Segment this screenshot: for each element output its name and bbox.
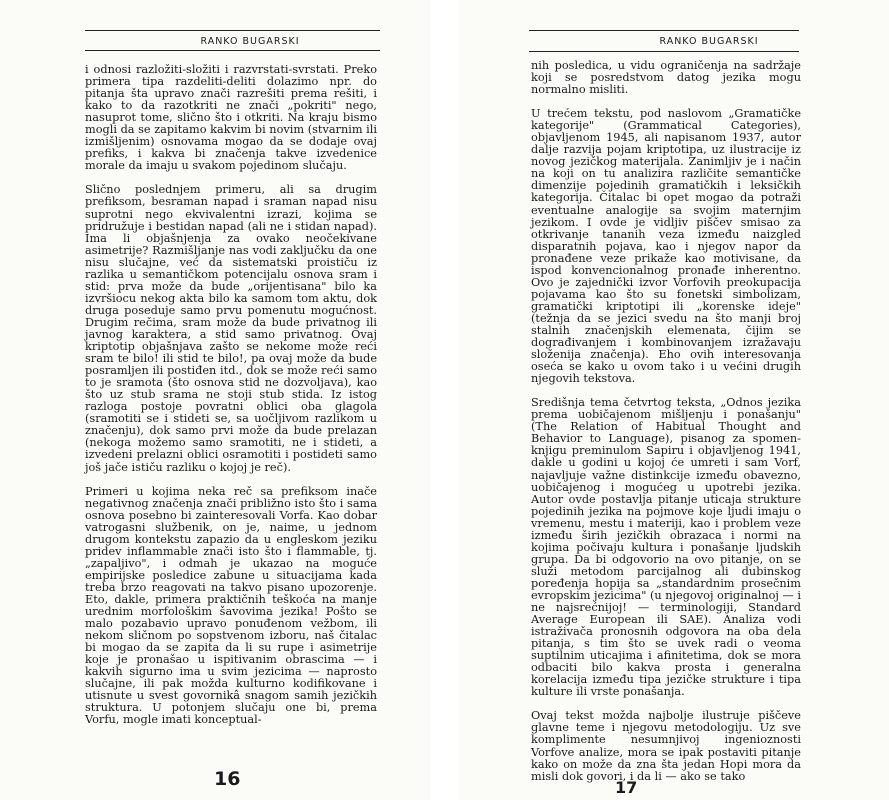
paragraph: U trećem tekstu, pod naslovom „Gramatičke kategorije" (Grammatical Categories), objavljenom 1945, ali napisanom 1937, autor dalje razvija pojam kriptotipa, uz ilustracije iz novog jezičkog materijala. Zanimljiv je i način na koji on tu analizira različite semantičke dimenzije pojedinih gramatičkih i leksičkih kategorija. Čitalac bi opet mogao da potraži eventualne analogije sa svojim maternjim jezikom. I ovde je vidljiv piščev smisao za otkrivanje tananih veza između naizgled disparatnih pojava, kao i njegov napor da pronađene veze prikaže kao motivisane, da ispod konvencionalnog pronađe inherentno. Ovo je zajednički izvor Vorfovih preokupacija pojavama kao što su fonetski simbolizam, gramatički kriptotipi ili „korenske ideje" (težnja da se jezici svedu na što manji broj stalnih značenjskih elemenata, čijim se dograđivanjem i kombinovanjem izražavaju složenija značenja). Eho ovih interesovanja oseća se kako u ovom tako i u većini drugih njegovih tekstova. [531, 107, 801, 386]
right-page [459, 0, 889, 800]
text-column [531, 60, 801, 783]
paragraph: Ovaj tekst možda najbolje ilustruje piščeve glavne teme i njegovu metodologiju. Uz sve komplimente nesumnjivoj ingenioznosti Vorfove analize, mora se ipak postaviti pitanje kako on može da zna šta jedan Hopi mora da misli dok govori, i da li — ako se tako [531, 709, 801, 783]
paragraph: nih posledica, u vidu ograničenja na sadržaje koji se posredstvom datog jezika mogu normalno misliti. [531, 59, 801, 97]
paragraph: i odnosi razložiti-složiti i razvrstati-svrstati. Preko primera tipa razdeliti-deliti dolazimo npr. do pitanja šta upravo znači razrešiti prema rešiti, i kako to da razotkriti ne znači „pokriti" nego, nasuprot tome, slično što i otkriti. Na kraju bismo mogli da se zapitamo kakvim bi novim (stvarnim ili izmišljenim) osnovama mogao da se dodaje ovaj prefiks, i kakva bi značenja takve izvedenice morale da imaju u svakom pojedinom slučaju. [85, 63, 377, 173]
header-rule-bottom [529, 51, 799, 52]
header-rule-top [529, 30, 799, 31]
page-number: 17 [615, 778, 638, 797]
text-column [85, 64, 377, 726]
running-header: RANKO BUGARSKI [200, 36, 300, 47]
paragraph: Primeri u kojima neka reč sa prefiksom inače negativnog značenja znači približno isto što i sama osnova posebno bi zainteresovali Vorfa. Kao dobar vatrogasni službenik, on je, naime, u jednom drugom kontekstu zapazio da u engleskom jeziku pridev inflammable znači isto što i flammable, tj. „zapaljivo", i odmah je ukazao na moguće empirijske posledice zabune u situacijama kada treba brzo reagovati na takvo pisano upozorenje. Eto, dakle, primera praktičnih teškoća na manje urednim morfološkim šavovima jezika! Pošto se malo pozabavio upravo ponuđenom vežbom, ili nekom sličnom po sopstvenom izboru, naš čitalac bi mogao da se zapita da li su rupe i asimetrije koje je pronašao u ispitivanim obrascima — i kakvih sigurno ima u svim jezicima — naprosto slučajne, ili pak možda kulturno kodifikovane i utisnute u svest govornikâ snagom samih jezičkih struktura. U potonjem slučaju one bi, prema Vorfu, mogle imati konceptual- [85, 484, 377, 727]
header-rule-top [85, 30, 380, 31]
page-number: 16 [214, 768, 241, 790]
paragraph: Slično poslednjem primeru, ali sa drugim prefiksom, besraman napad i sraman napad nisu suprotni nego ekvivalentni izrazi, kojima se pridružuje i bestidan napad (ali ne i stidan napad). Ima li objašnjenja za ovako neočekivane asimetrije? Razmišljanje nas vodi zaključku da one nisu slučajne, već da sistematski proističu iz razlika u semantičkom potencijalu osnova sram i stid: prva može da bude „orijentisana" bilo ka izvršiocu nekog akta bilo ka samom tom aktu, dok druga poseduje samo prvu pomenutu mogućnost. Drugim rečima, sram može da bude privatnog ili javnog karaktera, a stid samo privatnog. Ovaj kriptotip objašnjava zašto se nekome može reći sram te bilo! ili stid te bilo!, pa ovaj može da bude posramljen ili postiđen itd., dok se može reći samo to je sramota (što osnova stid ne dozvoljava), kao što uz stub srama ne stoji stub stida. Iz istog razloga postoje povratni oblici oba glagola (sramotiti se i stideti se, sa uočljivom razlikom u značenju), dok samo prvi može da bude prelazan (nekoga možemo samo sramotiti, ne i stideti, a izvedeni prelazni oblici osramotiti i postideti samo još jače ističu razliku o kojoj je reč). [85, 183, 377, 474]
paragraph: Središnja tema četvrtog teksta, „Odnos jezika prema uobičajenom mišljenju i ponašanju" (The Relation of Habitual Thought and Behavior to Language), pisanog za spomen-knjigu preminulom Sapiru i objavljenog 1941, dakle u godini u kojoj će umreti i sam Vorf, najavljuje važne distinkcije između obavezno, uobičajenog i mogućeg u upotrebi jezika. Autor ovde postavlja pitanje uticaja strukture pojedinih jezika na pojmove koje ljudi imaju o vremenu, mestu i materiji, kao i problem veze između širih jezičkih obrazaca i normi na kojima počivaju kultura i ponašanje ljudskih grupa. Da bi odgovorio na ovo pitanje, on se služi metodom parcijalnog ali dubinskog poređenja hopija sa „standardnim prosečnim evropskim jezicima" (u njegovoj originalnoj — i ne najsrećnijoj! — terminologiji, Standard Average European ili SAE). Analiza vodi istraživača pronosnih odgovora na oba dela pitanja, s tim što se uvek radi o veoma suptilnim uticajima i afinitetima, dok se mora odbaciti bilo kakva prosta i generalna korelacija između tipa jezičke strukture i tipa kulture ili vrste ponašanja. [531, 396, 801, 699]
header-rule-bottom [85, 50, 380, 51]
running-header: RANKO BUGARSKI [659, 36, 759, 47]
left-page [0, 0, 430, 800]
book-gutter [430, 0, 459, 800]
